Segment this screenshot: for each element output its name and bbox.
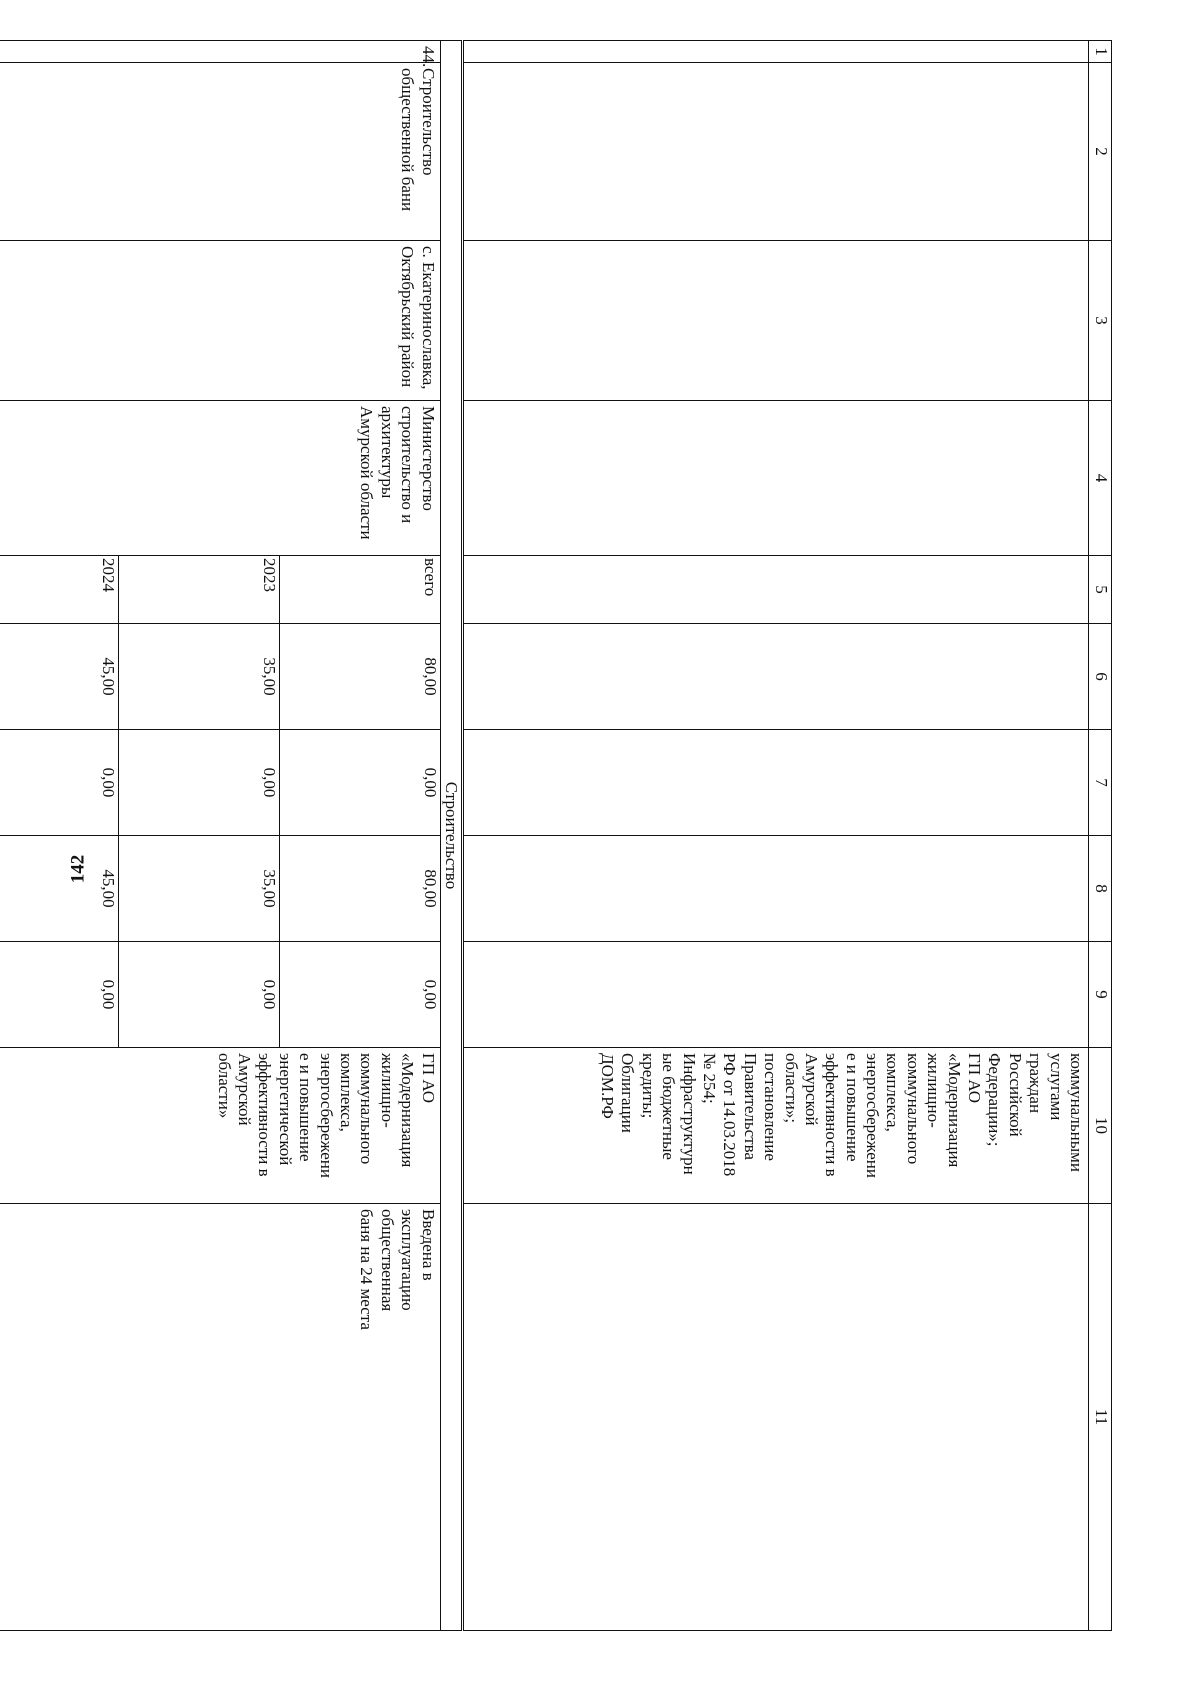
column-number-header — [1089, 41, 1112, 1631]
responsible: Министерство строительство и архитектуры Амурской области — [0, 401, 440, 556]
table-row — [0, 41, 440, 1631]
program-table — [0, 40, 1112, 1631]
row-number: 44. — [0, 41, 440, 63]
section-title: Строительство — [440, 41, 462, 1631]
amount: 80,00 — [279, 624, 440, 729]
amount: 35,00 — [118, 836, 279, 941]
year: 2024 — [98, 558, 118, 592]
header-cell: 4 — [1089, 401, 1112, 556]
header-cell: 3 — [1089, 241, 1112, 401]
amount: 0,00 — [98, 979, 118, 1010]
amount: 45,00 — [98, 869, 118, 908]
amount: 0,00 — [118, 942, 279, 1047]
header-cell: 9 — [1089, 942, 1112, 1048]
header-cell: 6 — [1089, 624, 1112, 730]
rotated-table-sheet — [98, 40, 1112, 1630]
year: 2023 — [118, 556, 279, 623]
amount-cell — [0, 624, 440, 730]
amount: 35,00 — [118, 624, 279, 729]
amount: 0,00 — [98, 767, 118, 798]
header-cell: 2 — [1089, 63, 1112, 241]
amount-cell — [0, 836, 440, 942]
expected-result: Введена в эксплуатацию общественная баня на 24 места — [0, 1204, 440, 1631]
header-cell: 5 — [1089, 556, 1112, 624]
amount: 0,00 — [279, 942, 440, 1047]
header-cell: 11 — [1089, 1204, 1112, 1631]
amount-cell — [0, 730, 440, 836]
object-name: Строительство общественной бани — [0, 63, 440, 241]
continuation-source-cell: коммунальными услугами граждан Российской Федерации»; ГП АО «Модернизация жилищно- коммунального комплекса, энергосбережени е и повышение эффективности в Амурской области»; постановление Правительства РФ от 14.03.2018 № 254; Инфраструктурн ые бюджетные кредиты; Облигации ДОМ.РФ — [463, 1048, 1089, 1204]
amount: 45,00 — [98, 657, 118, 696]
amount: 0,00 — [279, 730, 440, 835]
amount-cell — [0, 942, 440, 1048]
header-cell: 8 — [1089, 836, 1112, 942]
page-number: 142 — [67, 854, 89, 884]
header-cell: 7 — [1089, 730, 1112, 836]
amount: 0,00 — [118, 730, 279, 835]
funding-source: ГП АО «Модернизация жилищно- коммунального комплекса, энергосбережени е и повышение энергетической эффективности в Амурской области» — [0, 1048, 440, 1204]
years-cell — [0, 556, 440, 624]
continuation-row — [463, 41, 1089, 1631]
header-cell: 1 — [1089, 41, 1112, 63]
header-cell: 10 — [1089, 1048, 1112, 1204]
amount: 80,00 — [279, 836, 440, 941]
section-row — [440, 41, 462, 1631]
location: с. Екатеринославка, Октябрьский район — [0, 241, 440, 401]
year: всего — [279, 556, 440, 623]
